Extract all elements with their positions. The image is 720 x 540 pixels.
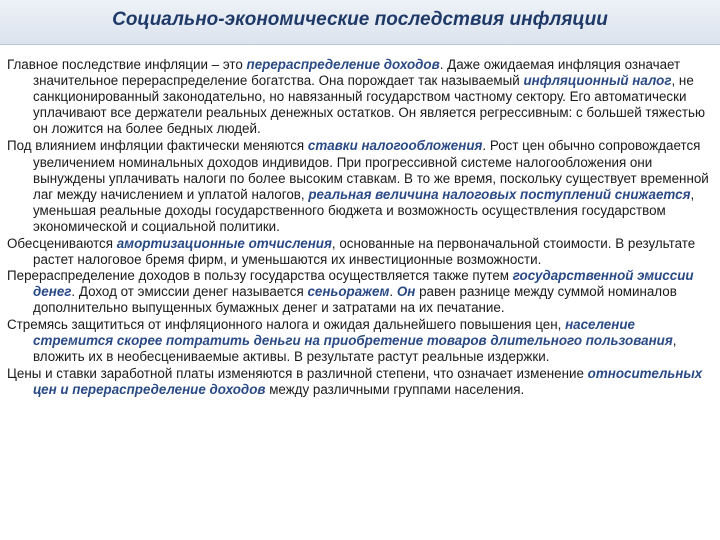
text-run: между различными группами населения. xyxy=(265,381,525,397)
paragraph-p5 xyxy=(7,317,713,365)
paragraph-p4 xyxy=(7,268,713,316)
paragraph-p2 xyxy=(7,138,713,235)
text-run: , основанные на первоначальной стоимости. В результате растет налоговое бремя фирм, и уменьшаются их инвестиционные возможности. xyxy=(33,235,696,267)
text-run: . Даже ожидаемая инфляция означает значительное перераспределение богатства. Она порождает так называемый xyxy=(33,57,681,89)
text-run: , не санкционированный законодательно, но навязанный государством частному сектору. Его автоматически уплачивают все держатели реальных денежных остатков. Он является регрессивным: с большей тяжестью он ложится на более бедных людей. xyxy=(33,73,706,137)
text-run: Цены и ставки заработной платы изменяются в различной степени, что означает изменение xyxy=(7,365,588,381)
key-term: перераспределение доходов xyxy=(246,57,440,72)
paragraph-p6 xyxy=(7,366,713,398)
text-run: , уменьшая реальные доходы государственного бюджета и возможность осуществления государством экономической и социальной политики. xyxy=(33,186,695,234)
key-term: реальная величина налоговых поступлений снижается xyxy=(308,186,691,202)
text-run: . Доход от эмиссии денег называется xyxy=(71,284,308,300)
text-run: Стремясь защититься от инфляционного налога и ожидая дальнейшего повышения цен, xyxy=(7,317,566,332)
text-run: , вложить их в необесцениваемые активы. В результате растут реальные издержки. xyxy=(33,333,677,365)
key-term: инфляционный налог xyxy=(523,73,672,89)
text-run: . xyxy=(389,284,397,300)
text-run: Перераспределение доходов в пользу государства осуществляется также путем xyxy=(7,268,513,284)
slide-body xyxy=(7,57,713,398)
key-term: амортизационные отчисления xyxy=(116,235,332,251)
key-term: государственной эмиссии денег xyxy=(33,268,694,300)
text-run: Под влиянием инфляции фактически меняются xyxy=(7,138,308,154)
key-term: сеньоражем xyxy=(307,284,390,300)
text-run: Обесцениваются xyxy=(7,235,117,251)
title-band xyxy=(0,0,720,45)
slide-title: Социально-экономические последствия инфляции xyxy=(112,9,608,30)
text-run: . Рост цен обычно сопровождается увеличением номинальных доходов индивидов. При прогрессивной системе налогообложения они вынуждены уплачивать налоги по более высоким ставкам. В то же время, поскольку существует временной лаг между начислением и уплатой налогов, xyxy=(33,138,709,202)
key-term: относительных цен и перераспределение доходов xyxy=(33,365,703,397)
key-term: население стремится скорее потратить деньги на приобретение товаров длительного пользования xyxy=(33,317,673,349)
paragraph-p3 xyxy=(7,236,713,268)
paragraph-p1 xyxy=(7,57,713,137)
key-term: ставки налогообложения xyxy=(307,138,483,154)
text-run: Главное последствие инфляции – это xyxy=(7,57,247,72)
key-term: Он xyxy=(396,284,416,300)
text-run: равен разнице между суммой номиналов дополнительно выпущенных бумажных денег и затратами на их печатание. xyxy=(33,284,677,316)
